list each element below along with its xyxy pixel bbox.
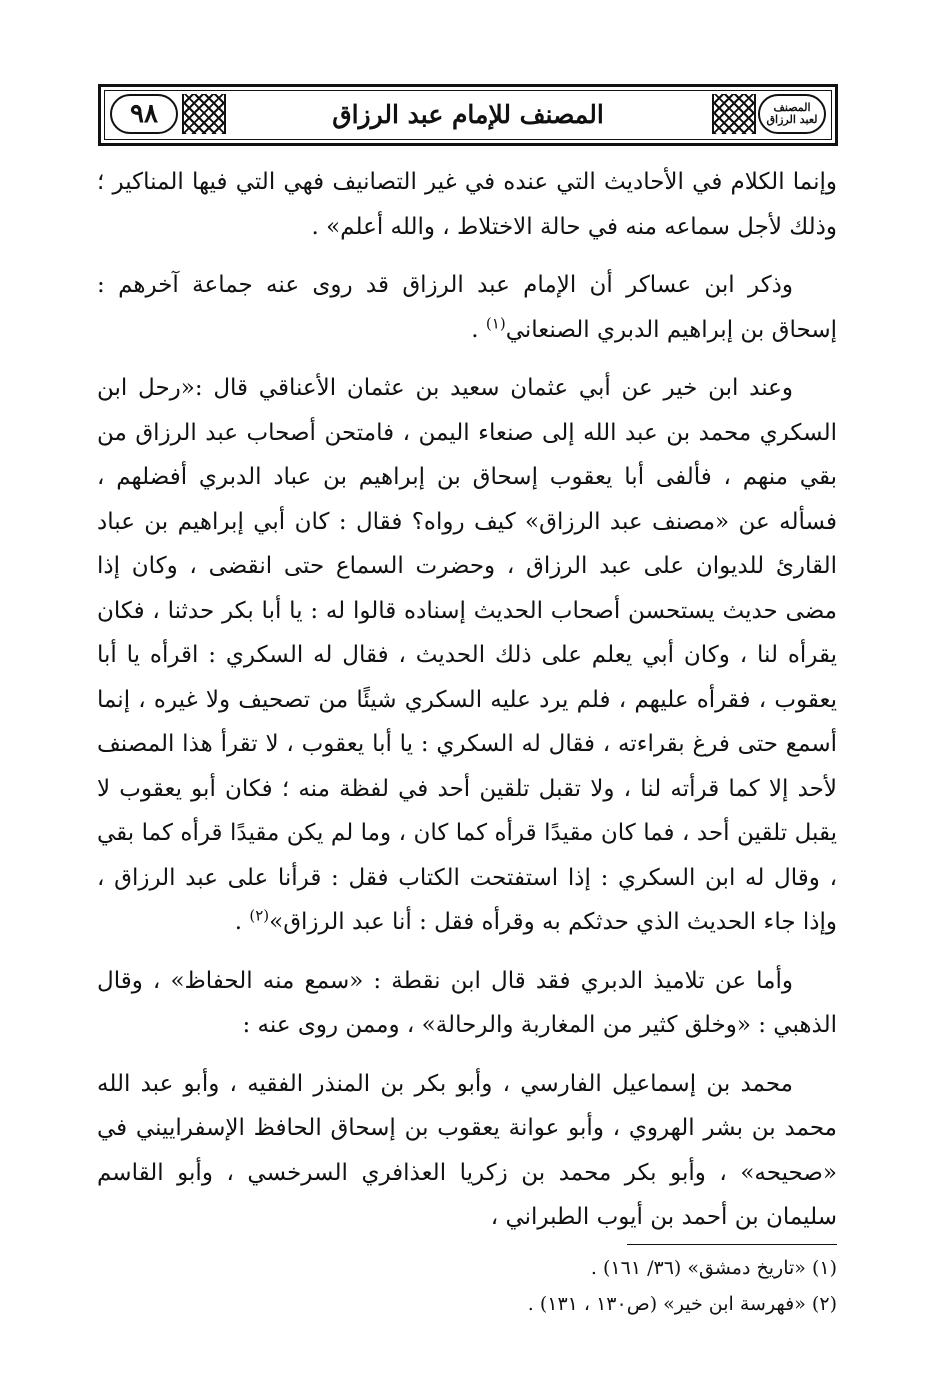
footnote-2: (٢) «فهرسة ابن خير» (ص١٣٠ ، ١٣١) . [527, 1293, 837, 1315]
header-ornament-right [712, 94, 756, 134]
paragraph-1-text: وإنما الكلام في الأحاديث التي عنده في غير التصانيف فهي التي فيها المناكير ؛ وذلك لأجل سماعه منه في حالة الاختلاط ، والله أعلم» . [97, 169, 837, 240]
footnote-1: (١) «تاريخ دمشق» (٣٦/ ١٦١) . [590, 1257, 837, 1279]
header-ornament-left [182, 94, 226, 134]
running-title: المصنف للإمام عبد الرزاق [332, 99, 604, 129]
footnote-separator [627, 1244, 837, 1245]
paragraph-3-text: وعند ابن خير عن أبي عثمان سعيد بن عثمان الأعناقي قال :«رحل ابن السكري محمد بن عبد الله إلى صنعاء اليمن ، فامتحن أصحاب عبد الرزاق من بقي منهم ، فألفى أبا يعقوب إسحاق بن إبراهيم بن عباد الدبري أفضلهم ، فسأله عن «مصنف عبد الرزاق» كيف رواه؟ فقال : كان أبي إبراهيم بن عباد القارئ للديوان على عبد الرزاق ، وحضرت السماع حتى انقضى ، وكان إذا مضى حديث يستحسن أصحاب الحديث إسناده قالوا له : يا أبا بكر حدثنا ، فكان يقرأه لنا ، وكان أبي يعلم على ذلك الحديث ، فقال له السكري : اقرأه يا أبا يعقوب ، فقرأه عليهم ، فلم يرد عليه السكري شيئًا من تصحيف ولا غيره ، إنما أسمع حتى فرغ بقراءته ، فقال له السكري : يا أبا يعقوب ، لا تقرأ هذا المصنف لأحد إلا كما قرأته لنا ، ولا تقبل تلقين أحد في لفظة منه ؛ فكان أبو يعقوب لا يقبل تلقين أحد ، فما كان مقيدًا قرأه كما كان ، وما لم يكن مقيدًا قرأه كما بقي ، وقال له ابن السكري : إذا استفتحت الكتاب فقل : قرأنا على عبد الرزاق ، وإذا جاء الحديث الذي حدثكم به وقرأه فقل : أنا عبد الرزاق» [97, 375, 837, 935]
paragraph-3-tail: . [234, 909, 250, 935]
footnote-ref-1[interactable]: (١) [485, 313, 506, 332]
book-logo [767, 102, 818, 126]
book-logo-box [758, 94, 826, 134]
paragraph-1 [97, 160, 837, 249]
main-text [97, 160, 837, 1240]
paragraph-5 [97, 1062, 837, 1240]
footnote-ref-2[interactable]: (٢) [249, 906, 270, 925]
page-number: ٩٨ [130, 99, 158, 129]
footnotes [97, 1250, 837, 1322]
paragraph-2 [97, 263, 837, 352]
page-number-box [110, 94, 178, 134]
paragraph-4 [97, 959, 837, 1048]
paragraph-2-text: وذكر ابن عساكر أن الإمام عبد الرزاق قد روى عنه جماعة آخرهم : إسحاق بن إبراهيم الدبري الصنعاني [97, 272, 837, 343]
book-logo-line1: المصنف [773, 101, 811, 114]
paragraph-4-text: وأما عن تلاميذ الدبري فقد قال ابن نقطة : «سمع منه الحفاظ» ، وقال الذهبي : «وخلق كثير من المغاربة والرحالة» ، وممن روى عنه : [97, 967, 837, 1038]
paragraph-3 [97, 366, 837, 945]
paragraph-5-text: محمد بن إسماعيل الفارسي ، وأبو بكر بن المنذر الفقيه ، وأبو عبد الله محمد بن بشر الهروي ، وأبو عوانة يعقوب بن إسحاق الحافظ الإسفراييني في «صحيحه» ، وأبو بكر محمد بن زكريا العذافري السرخسي ، وأبو القاسم سليمان بن أحمد بن أيوب الطبراني ، [97, 1070, 837, 1230]
running-title-box [232, 94, 704, 134]
page-header [98, 84, 838, 146]
book-logo-line2: لعبد الرزاق [766, 113, 818, 126]
paragraph-2-tail: . [471, 316, 486, 343]
